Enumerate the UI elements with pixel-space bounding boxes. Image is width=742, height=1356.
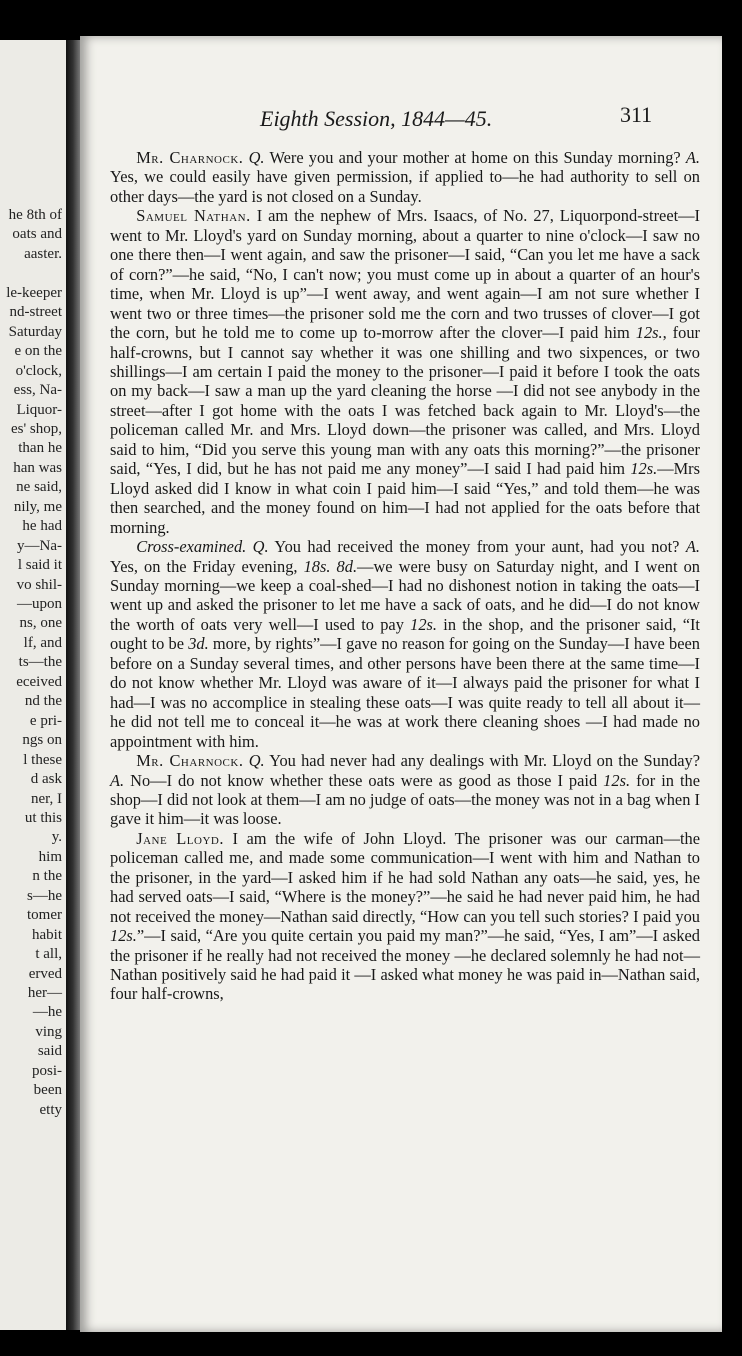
amount: 12s. bbox=[630, 459, 658, 479]
left-page-fragment: Liquor- bbox=[16, 401, 62, 418]
amount: 12s. bbox=[410, 614, 438, 634]
left-page-fragment: nily, me bbox=[13, 498, 62, 515]
amount: 18s. 8d. bbox=[303, 556, 358, 576]
paragraph-charnock-1 bbox=[110, 148, 700, 206]
left-facing-page bbox=[0, 40, 69, 1330]
paragraph-nathan bbox=[110, 206, 700, 537]
left-page-fragment: —upon bbox=[17, 596, 62, 612]
left-page-fragment: o'clock, bbox=[15, 362, 62, 379]
book-gutter bbox=[66, 40, 80, 1330]
left-page-fragment: ns, one bbox=[19, 615, 62, 632]
text-run: You had never had any dealings with Mr. Lloyd on the Sunday? bbox=[264, 751, 701, 771]
running-title: Eighth Session, 1844—45. bbox=[260, 106, 493, 131]
speaker-name: Mr. Charnock. bbox=[136, 148, 244, 167]
text-run: more, by rights”—I gave no reason for going on the Sunday—I have been before on a Sunday several times, and other persons have been there at the same time—I do not know whether Mr. Lloyd was aware of it—I always paid the prisoner for what I had—I was no accomplice in stealing these oats—I was quite ready to tell all about it—he did not tell me to conceal it—he was at work there cleaning shoes —I had made no appointment with him. bbox=[110, 634, 700, 751]
text-run: No—I do not know whether these oats were as good as those I paid bbox=[124, 770, 604, 790]
left-page-fragment: been bbox=[33, 1082, 62, 1099]
body-text bbox=[110, 148, 700, 1004]
left-page-fragment: ving bbox=[35, 1023, 62, 1040]
left-page-fragment: ts—the bbox=[18, 654, 62, 671]
left-page-fragment: her— bbox=[27, 985, 62, 1001]
text-run: I am the nephew of Mrs. Isaacs, of No. 27, Liquorpond-street—I went to Mr. Lloyd's yard on Sunday morning, about a quarter to nine o'clock—I saw no one there then—I went again, and saw the prisoner—I said, “Can you let me have a sack of corn?”—he said, “No, I can't now; you must come up in about a quarter of an hour's time, when Mr. Lloyd is up”—I went away, and went again—I am not sure whether I went two or three times—the prisoner sold me the corn and two trusses of clover—I got the corn, but he told me to come up to-morrow after the clover—I paid him bbox=[110, 206, 701, 343]
left-page-fragment: eceived bbox=[16, 673, 62, 690]
left-page-fragment: e on the bbox=[14, 343, 62, 360]
left-page-fragment: erved bbox=[28, 965, 62, 982]
left-page-fragment: ess, Na- bbox=[13, 382, 62, 399]
text-run: Yes, we could easily have given permission, if applied to—he had authority to sell on other days—the yard is not closed on a Sunday. bbox=[110, 167, 700, 206]
left-page-fragment: es' shop, bbox=[10, 420, 62, 437]
left-page-fragment: habit bbox=[32, 926, 62, 943]
answer-marker: A. bbox=[685, 537, 700, 557]
left-page-fragment: he 8th of bbox=[8, 207, 62, 223]
left-page-fragment: s—he bbox=[27, 887, 62, 904]
text-run: ”—I said, “Are you quite certain you paid my man?”—he said, “Yes, I am”—I asked the prisoner if he really had not received the money —he declared solemnly he had not—Nathan positively said he had paid it —I asked what money he was paid in—Nathan said, four half-crowns, bbox=[110, 926, 700, 1004]
left-page-fragment: oats and bbox=[12, 226, 62, 243]
left-page-fragment: nd the bbox=[24, 693, 62, 710]
left-page-fragment: y. bbox=[51, 829, 62, 846]
left-page-fragment: n the bbox=[32, 868, 62, 885]
page-number: 311 bbox=[620, 102, 653, 127]
text-run: Were you and your mother at home on this Sunday morning? bbox=[264, 148, 686, 167]
left-page-fragment: ut this bbox=[24, 809, 62, 826]
left-page-fragment: ne said, bbox=[16, 479, 62, 496]
left-page-fragment: nd-street bbox=[9, 304, 62, 321]
amount: 3d. bbox=[188, 634, 209, 654]
document-page bbox=[80, 36, 722, 1332]
left-page-fragment: ner, I bbox=[30, 790, 62, 807]
question-marker: Q. bbox=[248, 751, 265, 771]
left-page-fragment: d ask bbox=[30, 771, 62, 788]
answer-marker: A. bbox=[685, 148, 700, 167]
left-page-fragment: vo shil- bbox=[16, 576, 62, 593]
text-run: for in the shop—I did not look at them—I am no judge of oats—the money was not in a bag when I gave it him—it was loose. bbox=[110, 770, 700, 829]
speaker-name: Jane Lloyd. bbox=[136, 828, 224, 848]
paragraph-cross-examined bbox=[110, 537, 700, 751]
left-page-fragment: aaster. bbox=[24, 245, 62, 262]
amount: 12s. bbox=[110, 926, 137, 946]
left-page-fragment: y—Na- bbox=[17, 537, 62, 554]
text-run: Yes, on the Friday evening, bbox=[110, 556, 304, 576]
left-page-fragment: tomer bbox=[27, 907, 62, 924]
speaker-name: Samuel Nathan. bbox=[136, 206, 251, 226]
running-head bbox=[80, 102, 722, 136]
section-label: Cross-examined. bbox=[136, 537, 247, 557]
answer-marker: A. bbox=[110, 770, 125, 790]
text-run: in the shop, and the prisoner said, “It ought to be bbox=[110, 614, 700, 654]
left-page-fragment: ngs on bbox=[22, 732, 62, 749]
amount: 12s. bbox=[635, 323, 663, 343]
question-marker: Q. bbox=[248, 148, 265, 167]
left-page-fragment: l said it bbox=[17, 557, 62, 574]
paragraph-jane-lloyd bbox=[110, 829, 700, 1004]
left-page-fragment: posi- bbox=[32, 1062, 62, 1079]
amount: 12s. bbox=[603, 770, 631, 790]
left-page-fragment: lf, and bbox=[23, 634, 62, 651]
text-run: —we were busy on Saturday night, and I went on Sunday morning—we keep a coal-shed—I had no dishonest notion in taking the oats—I went up and asked the prisoner to let me have a sack of oats, and he did—I do not know the worth of oats very well—I used to pay bbox=[110, 556, 700, 634]
text-run: You had received the money from your aunt, had you not? bbox=[268, 537, 686, 557]
left-page-fragment: t all, bbox=[35, 946, 62, 963]
left-page-fragment: him bbox=[38, 848, 62, 865]
text-run: I am the wife of John Lloyd. The prisoner was our carman—the policeman called me, and made some communication—I went with him and Nathan to the prisoner, in the yard—I asked him if he had sold Nathan any oats—he said, yes, he had served oats—I said, “Where is the money?”—he said he had never paid him, he had not received the money—Nathan said directly, “How can you tell such stories? I paid you bbox=[110, 828, 700, 926]
speaker-name: Mr. Charnock. bbox=[136, 751, 244, 771]
left-page-fragment: than he bbox=[18, 440, 62, 457]
left-page-fragment: e pri- bbox=[29, 712, 62, 729]
text-run: —Mrs Lloyd asked did I know in what coin I paid him—I said “Yes,” and told them—he was then searched, and the money found on him—I had not applied for the oats before that morning. bbox=[110, 459, 700, 537]
left-page-fragment: etty bbox=[39, 1101, 62, 1118]
paragraph-charnock-2 bbox=[110, 751, 700, 829]
question-marker: Q. bbox=[252, 537, 269, 557]
left-page-fragment: le-keeper bbox=[6, 284, 62, 301]
left-page-fragment: Saturday bbox=[8, 323, 62, 340]
left-page-fragment: —he bbox=[32, 1004, 62, 1021]
text-run: , four half-crowns, but I cannot say whether it was one shilling and two sixpences, or two shillings—I am certain I paid the money to the prisoner—I paid it before I took the oats on my back—I saw a man up the yard cleaning the horse —I did not see anybody in the street—after I got home with the oats I was fetched back again to Mr. Lloyd's—the policeman called Mr. and Mrs. Lloyd down—the prisoner was called, and Mrs. Lloyd said to him, “Did you serve this young man with any oats this morning?”—the prisoner said, “Yes, I did, but he has not paid me any money”—I said I had paid him bbox=[110, 323, 700, 479]
left-page-fragment: he had bbox=[22, 518, 62, 535]
left-page-fragment: l these bbox=[23, 751, 62, 768]
left-page-fragment: said bbox=[37, 1043, 62, 1060]
left-page-fragment: han was bbox=[13, 459, 62, 476]
